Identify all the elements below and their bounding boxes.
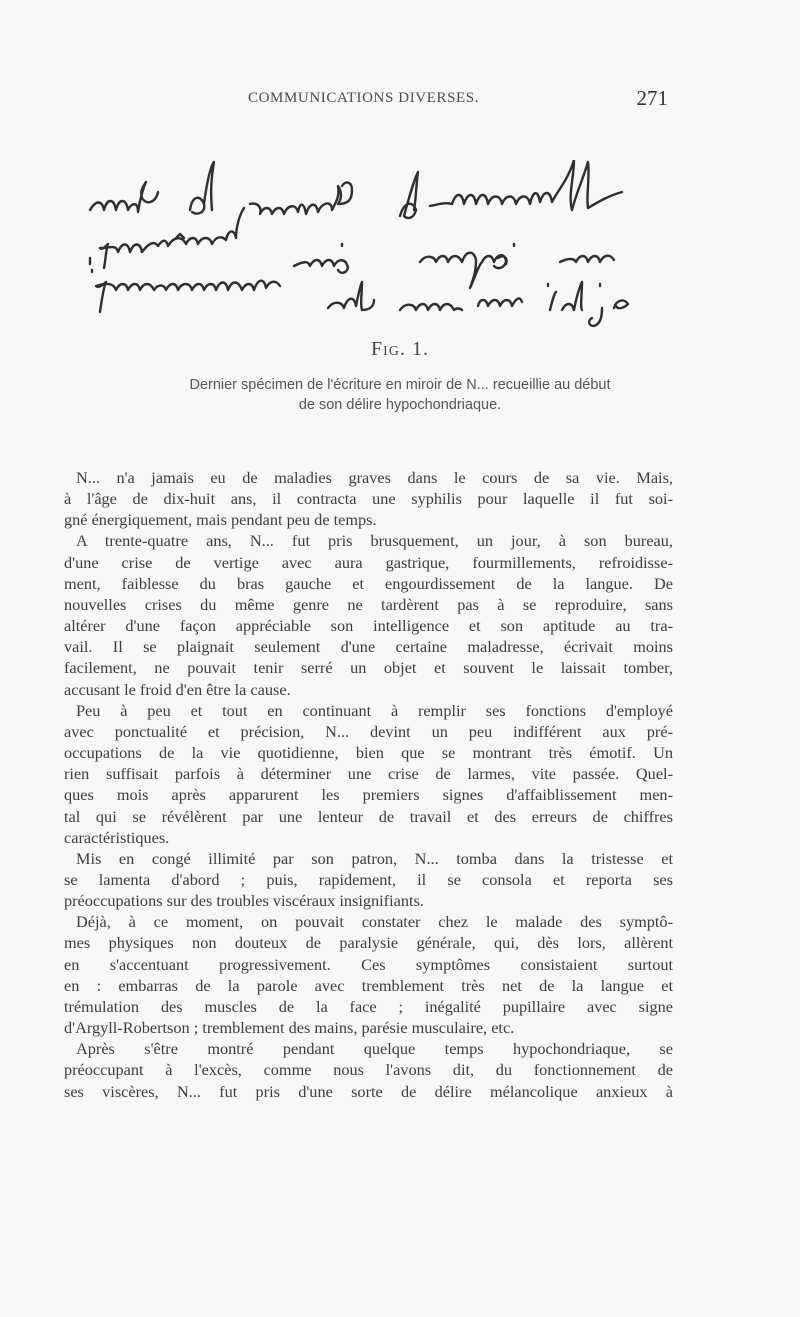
text-line: nouvelles crises du même genre ne tardèrent pas à se reproduire, sans (64, 594, 673, 614)
text-line: gné énergiquement, mais pendant peu de temps. (64, 510, 377, 530)
text-line: mes physiques non douteux de paralysie générale, qui, dès lors, allèrent (64, 933, 673, 953)
paragraph (64, 911, 673, 1038)
paragraph (64, 700, 673, 848)
paragraph (64, 848, 673, 911)
text-line: se lamenta d'abord ; puis, rapidement, il se consola et reporta ses (64, 869, 673, 889)
text-line: préoccupations sur des troubles viscéraux insignifiants. (64, 891, 424, 911)
text-line: Après s'être montré pendant quelque temps hypochondriaque, se (76, 1039, 673, 1059)
text-line: d'Argyll-Robertson ; tremblement des mains, parésie musculaire, etc. (64, 1018, 515, 1038)
text-line: Déjà, à ce moment, on pouvait constater chez le malade des symptô- (76, 912, 673, 932)
caption-line: de son délire hypochondriaque. (298, 397, 502, 413)
running-head-title: COMMUNICATIONS DIVERSES. (248, 90, 480, 106)
caption-line: Dernier spécimen de l'écriture en miroir de N... recueillie au début (189, 377, 611, 393)
text-line: accusant le froid d'en être la cause. (64, 679, 291, 699)
paragraph (64, 1038, 673, 1101)
text-line: occupations de la vie quotidienne, bien que se montrant très émotif. Un (64, 743, 673, 763)
running-head (248, 86, 668, 110)
text-line: ses viscères, N... fut pris d'une sorte de délire mélancolique anxieux à (64, 1081, 673, 1101)
text-line: en : embarras de la parole avec tremblement très net de la langue et (64, 975, 673, 995)
text-line: d'une crise de vertige avec aura gastrique, fourmillements, refroidisse- (64, 552, 673, 572)
text-line: ment, faiblesse du bras gauche et engourdissement de la langue. De (64, 573, 673, 593)
text-line: A trente-quatre ans, N... fut pris brusquement, un jour, à son bureau, (76, 531, 673, 551)
text-line: N... n'a jamais eu de maladies graves dans le cours de sa vie. Mais, (76, 468, 673, 487)
mirror-writing-specimen (80, 160, 720, 330)
text-line: Peu à peu et tout en continuant à remplir ses fonctions d'employé (76, 700, 673, 720)
text-line: en s'accentuant progressivement. Ces symptômes consistaient surtout (64, 954, 673, 974)
text-line: facilement, ne pouvait tenir serré un objet et souvent le laissait tomber, (64, 658, 673, 678)
text-line: caractéristiques. (64, 827, 170, 847)
text-line: trémulation des muscles de la face ; inégalité pupillaire avec signe (64, 996, 673, 1016)
text-line: tal qui se révélèrent par une lenteur de travail et des erreurs de chiffres (64, 806, 673, 826)
text-line: avec ponctualité et précision, N... devint un peu indifférent aux pré- (64, 721, 673, 741)
text-line: rien suffisait parfois à déterminer une crise de larmes, vite passée. Quel- (64, 764, 673, 784)
figure-label: Fig. 1. (371, 338, 429, 360)
text-line: à l'âge de dix-huit ans, il contracta une syphilis pour laquelle il fut soi- (64, 489, 673, 509)
body-text (64, 467, 673, 1102)
text-line: Mis en congé illimité par son patron, N... tomba dans la tristesse et (76, 848, 673, 868)
page-number: 271 (636, 86, 668, 110)
text-line: ques mois après apparurent les premiers signes d'affaiblissement men- (64, 785, 673, 805)
text-line: altérer d'une façon appréciable son intelligence et son aptitude au tra- (64, 616, 673, 636)
paragraph (64, 467, 673, 530)
text-line: vail. Il se plaignait seulement d'une certaine maladresse, écrivait moins (64, 637, 673, 657)
paragraph (64, 530, 673, 699)
figure-caption (100, 375, 700, 415)
text-line: préoccupant à l'excès, comme nous l'avons dit, du fonctionnement de (64, 1060, 673, 1080)
